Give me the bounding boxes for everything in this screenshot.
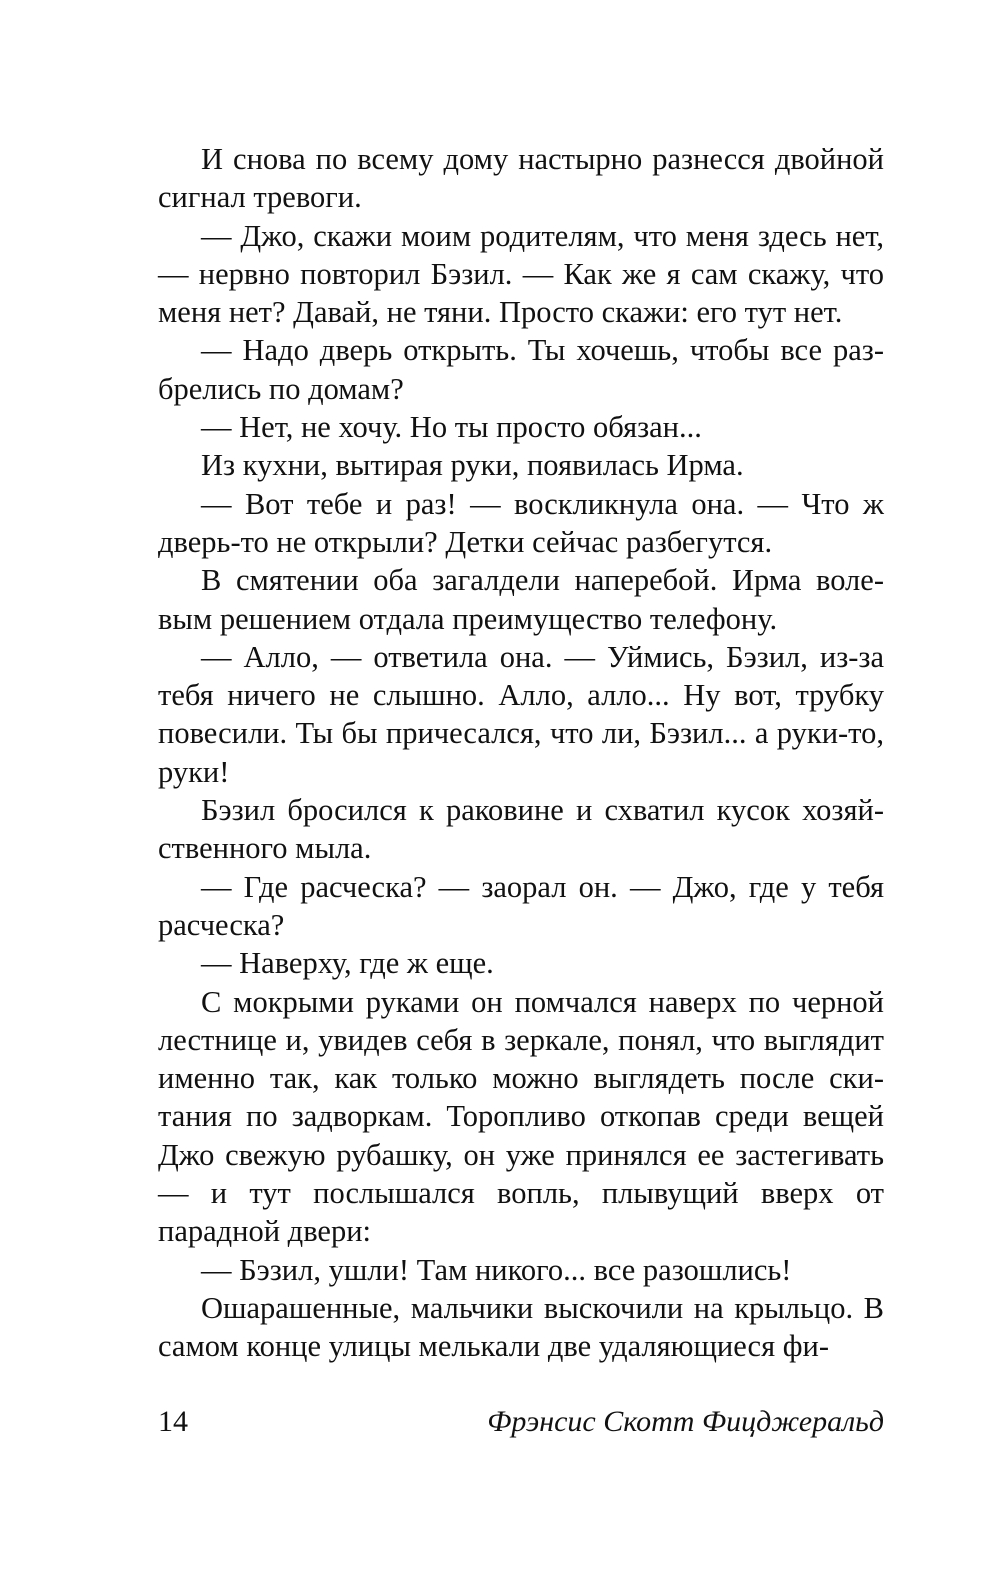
body-text xyxy=(158,140,884,1366)
paragraph: Бэзил бросился к раковине и схватил кусок хозяйственного мыла. xyxy=(158,793,884,866)
paragraph: — Бэзил, ушли! Там никого... все разошлись! xyxy=(201,1252,792,1287)
paragraph: — Вот тебе и раз! — воскликнула она. — Что ж дверь-то не открыли? Детки сейчас разбегутся. xyxy=(158,486,884,559)
page-footer xyxy=(158,1402,884,1442)
page-number: 14 xyxy=(158,1405,188,1438)
paragraph: — Джо, скажи моим родителям, что меня здесь нет, — нервно повторил Бэзил. — Как же я сам скажу, что меня нет? Давай, не тяни. Просто скажи: его тут нет. xyxy=(158,218,884,330)
paragraph: Ошарашенные, мальчики выскочили на крыльцо. В самом конце улицы мелькали две удаляющиеся фи- xyxy=(158,1290,884,1364)
paragraph: — Наверху, где ж еще. xyxy=(201,946,494,981)
paragraph: — Алло, — ответила она. — Уймись, Бэзил, из-за тебя ничего не слышно. Алло, алло... Ну вот, трубку повесили. Ты бы причесался, что ли, Бэзил... а руки-то, руки! xyxy=(158,639,884,789)
paragraph: — Нет, не хочу. Но ты просто обязан... xyxy=(201,410,702,445)
paragraph: И снова по всему дому настырно разнесся двойной сигнал тревоги. xyxy=(158,142,884,215)
paragraph: — Где расческа? — заорал он. — Джо, где у тебя расческа? xyxy=(158,869,884,942)
running-author: Фрэнсис Скотт Фицджеральд xyxy=(487,1405,884,1438)
paragraph: Из кухни, вытирая руки, появилась Ирма. xyxy=(201,448,744,483)
paragraph: В смятении оба загалдели наперебой. Ирма волевым решением отдала преимущество телефону. xyxy=(158,563,884,636)
paragraph: — Надо дверь открыть. Ты хочешь, чтобы все разбрелись по домам? xyxy=(158,333,884,406)
paragraph: С мокрыми руками он помчался наверх по черной лестнице и, увидев себя в зеркале, понял, что выглядит именно так, как только можно выглядеть после скитания по задворкам. Торопливо откопав среди вещей Джо свежую рубашку, он уже принялся ее застегивать — и тут послышался вопль, плывущий вверх от парадной двери: xyxy=(158,984,884,1249)
